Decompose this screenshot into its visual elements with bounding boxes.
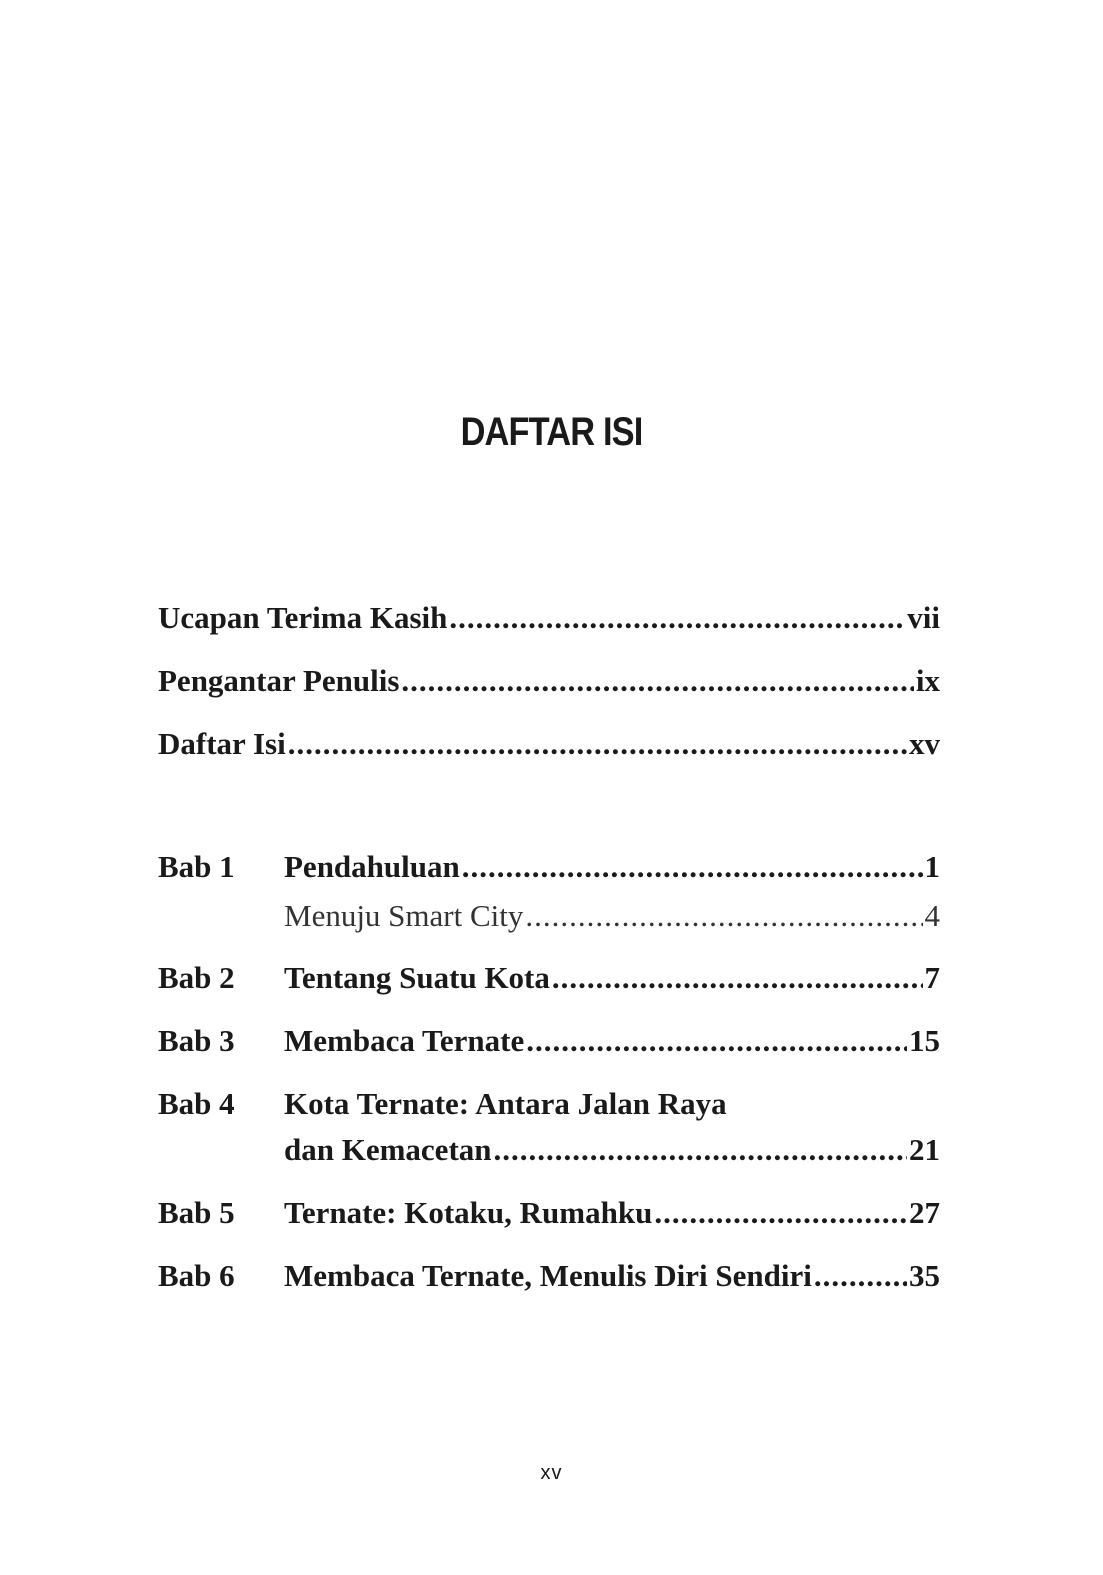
dot-leader xyxy=(449,598,905,638)
chapter-label: Bab 3 xyxy=(158,1023,235,1058)
dot-leader xyxy=(552,958,923,998)
toc-entry-bab-4[interactable] xyxy=(284,1130,940,1170)
page-number: xv xyxy=(540,1462,563,1484)
chapter-label: Bab 1 xyxy=(158,849,235,884)
toc-entry-page: xv xyxy=(909,726,940,761)
toc-entry-page: vii xyxy=(907,600,940,635)
chapter-label: Bab 4 xyxy=(158,1086,235,1121)
dot-leader xyxy=(814,1256,907,1296)
toc-entry-page: 1 xyxy=(924,849,940,884)
toc-entry-title: Tentang Suatu Kota xyxy=(284,960,550,995)
toc-entry-page: 27 xyxy=(909,1195,940,1230)
toc-entry-subsection[interactable] xyxy=(284,896,940,936)
toc-entry-title-line1: Kota Ternate: Antara Jalan Raya xyxy=(284,1086,727,1121)
dot-leader xyxy=(494,1130,907,1170)
toc-entry-page: ix xyxy=(915,663,940,698)
toc-entry-page: 21 xyxy=(909,1132,940,1167)
toc-entry-daftar-isi[interactable] xyxy=(158,724,940,764)
chapter-label: Bab 5 xyxy=(158,1195,235,1230)
toc-entry-title: Menuju Smart City xyxy=(284,898,524,933)
dot-leader xyxy=(288,724,907,764)
dot-leader xyxy=(525,896,922,936)
toc-entry-pengantar[interactable] xyxy=(158,661,940,701)
dot-leader xyxy=(526,1021,907,1061)
toc-entry-title: Ternate: Kotaku, Rumahku xyxy=(284,1195,653,1230)
page-title: DAFTAR ISI xyxy=(460,410,643,454)
toc-entry-ucapan[interactable] xyxy=(158,598,940,638)
chapter-label: Bab 2 xyxy=(158,960,235,995)
toc-entry-title: Ucapan Terima Kasih xyxy=(158,600,448,635)
toc-entry-title: Membaca Ternate xyxy=(284,1023,525,1058)
toc-entry-title: Pengantar Penulis xyxy=(158,663,400,698)
toc-entry-title: Pendahuluan xyxy=(284,849,460,884)
toc-entry-page: 35 xyxy=(909,1258,940,1293)
dot-leader xyxy=(401,661,913,701)
toc-entry-page: 15 xyxy=(909,1023,940,1058)
toc-entry-bab-6[interactable] xyxy=(158,1256,940,1296)
toc-entry-title: Membaca Ternate, Menulis Diri Sendiri xyxy=(284,1258,812,1293)
toc-entry-page: 7 xyxy=(924,960,940,995)
dot-leader xyxy=(654,1193,907,1233)
toc-entry-bab-1[interactable] xyxy=(158,847,940,887)
toc-entry-bab-3[interactable] xyxy=(158,1021,940,1061)
dot-leader xyxy=(462,847,923,887)
toc-entry-title: dan Kemacetan xyxy=(284,1132,492,1167)
toc-entry-bab-2[interactable] xyxy=(158,958,940,998)
toc-entry-page: 4 xyxy=(924,898,940,933)
chapter-label: Bab 6 xyxy=(158,1258,235,1293)
toc-entry-title: Daftar Isi xyxy=(158,726,286,761)
toc-entry-bab-5[interactable] xyxy=(158,1193,940,1233)
